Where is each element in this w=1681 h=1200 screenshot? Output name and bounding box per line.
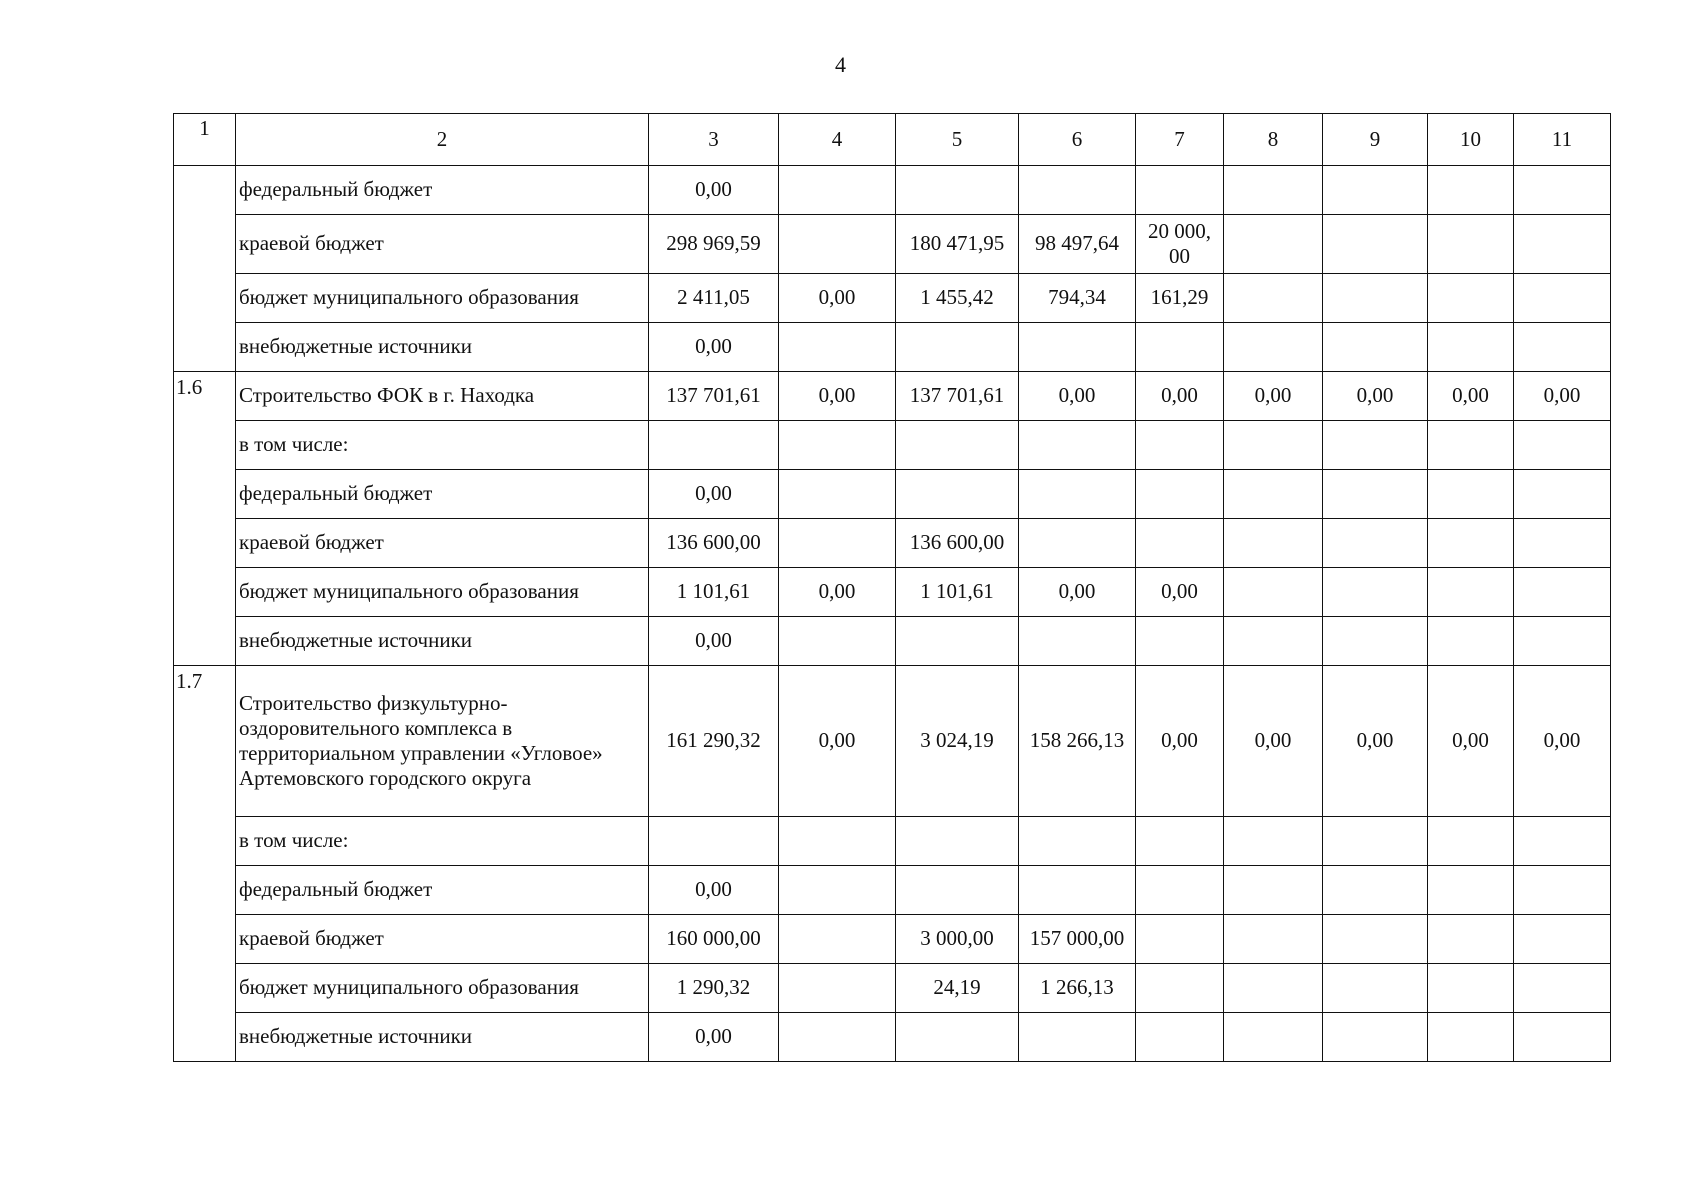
value-cell <box>1514 1013 1611 1062</box>
value-cell <box>1514 519 1611 568</box>
value-cell: 0,00 <box>1428 372 1514 421</box>
value-cell: 0,00 <box>1224 666 1323 817</box>
header-cell: 8 <box>1224 114 1323 166</box>
value-cell: 180 471,95 <box>896 215 1019 274</box>
value-cell <box>779 817 896 866</box>
row-name-cell: Строительство физкультурно-оздоровительного комплекса в территориальном управлении «Угловое» Артемовского городского округа <box>236 666 649 817</box>
row-name-cell: бюджет муниципального образования <box>236 964 649 1013</box>
value-cell: 1 455,42 <box>896 274 1019 323</box>
value-cell <box>1323 617 1428 666</box>
value-cell <box>1224 166 1323 215</box>
value-cell <box>1224 421 1323 470</box>
header-cell: 11 <box>1514 114 1611 166</box>
header-cell: 5 <box>896 114 1019 166</box>
value-cell: 0,00 <box>779 666 896 817</box>
value-cell: 0,00 <box>649 323 779 372</box>
value-cell <box>1428 166 1514 215</box>
value-cell <box>1514 866 1611 915</box>
value-cell <box>779 519 896 568</box>
value-cell <box>1136 866 1224 915</box>
row-name-cell: внебюджетные источники <box>236 1013 649 1062</box>
value-cell <box>1323 166 1428 215</box>
value-cell: 0,00 <box>1136 372 1224 421</box>
header-cell: 9 <box>1323 114 1428 166</box>
value-cell <box>1428 323 1514 372</box>
value-cell: 0,00 <box>649 470 779 519</box>
value-cell: 1 101,61 <box>649 568 779 617</box>
row-name-cell: в том числе: <box>236 421 649 470</box>
row-name-cell: в том числе: <box>236 817 649 866</box>
value-cell <box>1323 519 1428 568</box>
header-cell: 4 <box>779 114 896 166</box>
header-cell: 3 <box>649 114 779 166</box>
value-cell <box>779 166 896 215</box>
table-row <box>174 964 1611 1013</box>
value-cell <box>1428 964 1514 1013</box>
value-cell <box>1136 915 1224 964</box>
value-cell <box>1019 166 1136 215</box>
value-cell <box>649 421 779 470</box>
value-cell <box>896 866 1019 915</box>
value-cell: 0,00 <box>1019 372 1136 421</box>
row-name-cell: бюджет муниципального образования <box>236 568 649 617</box>
row-name-cell: краевой бюджет <box>236 215 649 274</box>
row-name-cell: Строительство ФОК в г. Находка <box>236 372 649 421</box>
value-cell <box>1428 817 1514 866</box>
value-cell: 24,19 <box>896 964 1019 1013</box>
value-cell <box>1224 323 1323 372</box>
row-number-cell: 1.6 <box>174 372 236 666</box>
header-cell: 7 <box>1136 114 1224 166</box>
value-cell: 0,00 <box>779 372 896 421</box>
value-cell <box>1224 568 1323 617</box>
value-cell <box>1224 519 1323 568</box>
value-cell <box>779 1013 896 1062</box>
value-cell: 0,00 <box>779 568 896 617</box>
value-cell <box>1019 617 1136 666</box>
value-cell: 160 000,00 <box>649 915 779 964</box>
value-cell: 0,00 <box>1323 666 1428 817</box>
value-cell <box>1428 274 1514 323</box>
value-cell: 0,00 <box>1323 372 1428 421</box>
value-cell: 0,00 <box>1224 372 1323 421</box>
table-row <box>174 817 1611 866</box>
value-cell: 1 101,61 <box>896 568 1019 617</box>
value-cell <box>1514 274 1611 323</box>
value-cell <box>1514 215 1611 274</box>
value-cell <box>1514 617 1611 666</box>
value-cell: 0,00 <box>649 166 779 215</box>
value-cell <box>1514 915 1611 964</box>
value-cell: 298 969,59 <box>649 215 779 274</box>
value-cell <box>1323 568 1428 617</box>
value-cell <box>1019 323 1136 372</box>
value-cell <box>779 866 896 915</box>
value-cell <box>1428 1013 1514 1062</box>
value-cell <box>1514 421 1611 470</box>
header-cell: 10 <box>1428 114 1514 166</box>
row-name-cell: внебюджетные источники <box>236 617 649 666</box>
value-cell: 0,00 <box>649 617 779 666</box>
page-number: 4 <box>835 52 846 77</box>
value-cell: 3 024,19 <box>896 666 1019 817</box>
value-cell: 161 290,32 <box>649 666 779 817</box>
value-cell <box>896 1013 1019 1062</box>
table-row <box>174 915 1611 964</box>
value-cell <box>1323 817 1428 866</box>
value-cell: 161,29 <box>1136 274 1224 323</box>
value-cell <box>1428 915 1514 964</box>
value-cell <box>1323 323 1428 372</box>
value-cell <box>1323 421 1428 470</box>
table-row <box>174 372 1611 421</box>
value-cell: 0,00 <box>1019 568 1136 617</box>
value-cell <box>1224 274 1323 323</box>
row-name-cell: бюджет муниципального образования <box>236 274 649 323</box>
value-cell <box>1019 1013 1136 1062</box>
value-cell: 0,00 <box>1136 666 1224 817</box>
value-cell: 2 411,05 <box>649 274 779 323</box>
value-cell <box>1323 215 1428 274</box>
value-cell <box>1323 964 1428 1013</box>
value-cell <box>779 215 896 274</box>
row-name-cell: федеральный бюджет <box>236 470 649 519</box>
value-cell <box>1136 1013 1224 1062</box>
value-cell <box>1428 519 1514 568</box>
value-cell <box>1224 964 1323 1013</box>
table-row <box>174 421 1611 470</box>
value-cell: 0,00 <box>1136 568 1224 617</box>
value-cell: 137 701,61 <box>649 372 779 421</box>
row-name-cell: федеральный бюджет <box>236 166 649 215</box>
value-cell <box>1224 866 1323 915</box>
value-cell <box>896 323 1019 372</box>
value-cell <box>779 964 896 1013</box>
value-cell: 0,00 <box>779 274 896 323</box>
value-cell <box>1224 470 1323 519</box>
value-cell <box>1323 866 1428 915</box>
table-row <box>174 568 1611 617</box>
value-cell <box>1019 817 1136 866</box>
value-cell <box>1224 915 1323 964</box>
value-cell <box>896 421 1019 470</box>
value-cell <box>1514 470 1611 519</box>
header-cell: 1 <box>174 114 236 166</box>
value-cell: 98 497,64 <box>1019 215 1136 274</box>
value-cell: 136 600,00 <box>649 519 779 568</box>
row-name-cell: федеральный бюджет <box>236 866 649 915</box>
value-cell <box>1224 1013 1323 1062</box>
value-cell: 20 000, 00 <box>1136 215 1224 274</box>
row-name-cell: краевой бюджет <box>236 915 649 964</box>
value-cell <box>1019 421 1136 470</box>
value-cell <box>896 817 1019 866</box>
value-cell: 0,00 <box>1514 372 1611 421</box>
value-cell <box>1136 470 1224 519</box>
value-cell: 157 000,00 <box>1019 915 1136 964</box>
value-cell <box>896 470 1019 519</box>
table-row <box>174 274 1611 323</box>
value-cell: 137 701,61 <box>896 372 1019 421</box>
value-cell <box>1323 915 1428 964</box>
table-row <box>174 617 1611 666</box>
table-row <box>174 519 1611 568</box>
row-name-cell: внебюджетные источники <box>236 323 649 372</box>
value-cell <box>1514 817 1611 866</box>
value-cell: 1 266,13 <box>1019 964 1136 1013</box>
table-body <box>174 166 1611 1062</box>
value-cell <box>1428 470 1514 519</box>
budget-table <box>173 113 1611 1062</box>
table-row <box>174 215 1611 274</box>
header-cell: 2 <box>236 114 649 166</box>
value-cell: 3 000,00 <box>896 915 1019 964</box>
value-cell <box>896 166 1019 215</box>
value-cell <box>1136 421 1224 470</box>
value-cell <box>1019 519 1136 568</box>
value-cell <box>1136 166 1224 215</box>
value-cell <box>1514 568 1611 617</box>
value-cell <box>1224 617 1323 666</box>
value-cell: 1 290,32 <box>649 964 779 1013</box>
value-cell <box>1514 964 1611 1013</box>
value-cell <box>1323 1013 1428 1062</box>
value-cell <box>896 617 1019 666</box>
value-cell <box>779 915 896 964</box>
value-cell <box>1136 817 1224 866</box>
value-cell <box>1224 817 1323 866</box>
table-row <box>174 666 1611 817</box>
table-header <box>174 114 1611 166</box>
value-cell <box>1136 617 1224 666</box>
value-cell: 0,00 <box>1428 666 1514 817</box>
table-row <box>174 166 1611 215</box>
value-cell: 794,34 <box>1019 274 1136 323</box>
value-cell <box>649 817 779 866</box>
value-cell <box>1136 519 1224 568</box>
value-cell <box>1323 274 1428 323</box>
value-cell <box>1019 866 1136 915</box>
table-row <box>174 323 1611 372</box>
value-cell <box>1136 964 1224 1013</box>
value-cell <box>1428 617 1514 666</box>
row-number-cell: 1.7 <box>174 666 236 1062</box>
value-cell <box>1514 166 1611 215</box>
value-cell <box>1514 323 1611 372</box>
value-cell <box>1224 215 1323 274</box>
value-cell: 0,00 <box>649 1013 779 1062</box>
value-cell <box>1428 568 1514 617</box>
value-cell: 0,00 <box>1514 666 1611 817</box>
table-row <box>174 1013 1611 1062</box>
value-cell: 136 600,00 <box>896 519 1019 568</box>
value-cell <box>1428 215 1514 274</box>
value-cell <box>779 617 896 666</box>
table-row <box>174 866 1611 915</box>
value-cell <box>1136 323 1224 372</box>
row-number-cell <box>174 166 236 372</box>
value-cell <box>779 323 896 372</box>
value-cell: 158 266,13 <box>1019 666 1136 817</box>
header-cell: 6 <box>1019 114 1136 166</box>
table-row <box>174 470 1611 519</box>
value-cell <box>1428 866 1514 915</box>
header-row <box>174 114 1611 166</box>
value-cell <box>1019 470 1136 519</box>
value-cell <box>779 470 896 519</box>
value-cell: 0,00 <box>649 866 779 915</box>
value-cell <box>779 421 896 470</box>
row-name-cell: краевой бюджет <box>236 519 649 568</box>
value-cell <box>1323 470 1428 519</box>
value-cell <box>1428 421 1514 470</box>
